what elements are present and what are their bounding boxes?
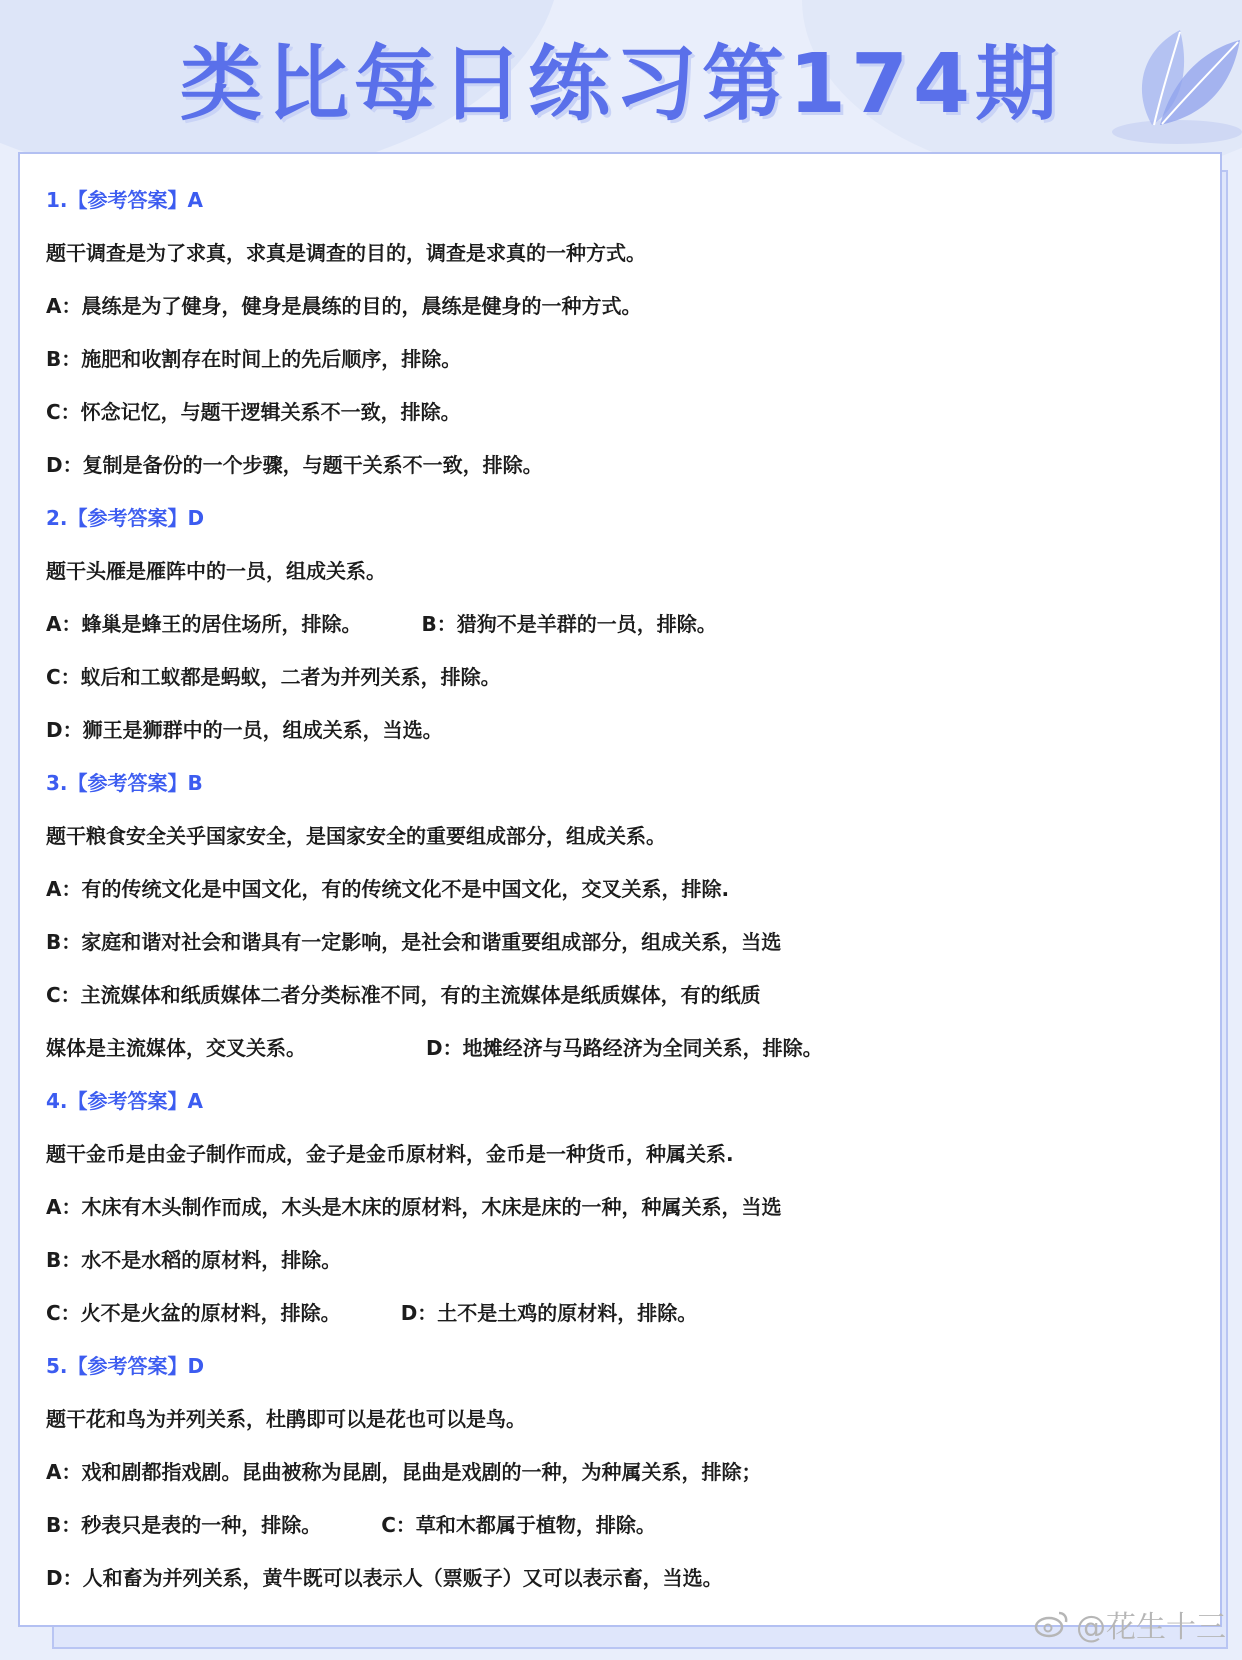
explanation-line	[46, 439, 1226, 492]
weibo-icon	[1034, 1609, 1070, 1639]
explanation-text: A：木床有木头制作而成，木头是木床的原材料，木床是床的一种，种属关系，当选	[46, 1195, 782, 1219]
explanation-text: C：蚁后和工蚁都是蚂蚁，二者为并列关系，排除。	[46, 665, 501, 689]
answer-heading: 5.【参考答案】D	[46, 1354, 205, 1378]
explanation-text: 题干粮食安全关乎国家安全，是国家安全的重要组成部分，组成关系。	[46, 824, 666, 848]
explanation-line	[46, 1499, 1226, 1552]
explanation-text: A：戏和剧都指戏剧。昆曲被称为昆剧，昆曲是戏剧的一种，为种属关系，排除；	[46, 1460, 762, 1484]
explanation-line	[46, 1181, 1226, 1234]
explanation-text: 题干头雁是雁阵中的一员，组成关系。	[46, 559, 386, 583]
explanation-line	[46, 1022, 1226, 1075]
explanation-text: C：火不是火盆的原材料，排除。	[46, 1301, 341, 1325]
explanation-line	[46, 1287, 1226, 1340]
explanation-text: A：晨练是为了健身，健身是晨练的目的，晨练是健身的一种方式。	[46, 294, 642, 318]
page-title: 类比每日练习第174期	[179, 37, 1063, 132]
explanation-line	[46, 1393, 1226, 1446]
explanation-line	[46, 333, 1226, 386]
explanation-text: 媒体是主流媒体，交叉关系。	[46, 1036, 306, 1060]
explanation-text: D：复制是备份的一个步骤，与题干关系不一致，排除。	[46, 453, 543, 477]
watermark-text: @花生十三	[1076, 1610, 1226, 1645]
explanation-line	[46, 1234, 1226, 1287]
answer-card	[18, 152, 1222, 1627]
answer-heading: 1.【参考答案】A	[46, 188, 203, 212]
explanation-line	[46, 545, 1226, 598]
explanation-line	[46, 651, 1226, 704]
explanation-text: B：水不是水稻的原材料，排除。	[46, 1248, 342, 1272]
watermark	[1034, 1602, 1226, 1646]
explanation-text: 题干金币是由金子制作而成，金子是金币原材料，金币是一种货币，种属关系.	[46, 1142, 734, 1166]
explanation-line	[46, 969, 1226, 1022]
explanation-option-text: D：土不是土鸡的原材料，排除。	[400, 1301, 698, 1325]
explanation-option-text: B：猎狗不是羊群的一员，排除。	[421, 612, 717, 636]
explanation-line	[46, 386, 1226, 439]
explanation-line	[46, 810, 1226, 863]
explanation-text: 题干调查是为了求真，求真是调查的目的，调查是求真的一种方式。	[46, 241, 646, 265]
answer-heading: 4.【参考答案】A	[46, 1089, 203, 1113]
explanation-text: B：秒表只是表的一种，排除。	[46, 1513, 322, 1537]
explanation-option-text: C：草和木都属于植物，排除。	[381, 1513, 656, 1537]
explanation-line	[46, 916, 1226, 969]
explanation-text: D：狮王是狮群中的一员，组成关系，当选。	[46, 718, 443, 742]
explanation-text: C：主流媒体和纸质媒体二者分类标准不同，有的主流媒体是纸质媒体，有的纸质	[46, 983, 761, 1007]
explanation-text: 题干花和鸟为并列关系，杜鹃即可以是花也可以是鸟。	[46, 1407, 526, 1431]
explanation-text: A：有的传统文化是中国文化，有的传统文化不是中国文化，交叉关系，排除.	[46, 877, 730, 901]
explanation-line	[46, 1128, 1226, 1181]
explanation-line	[46, 1446, 1226, 1499]
explanation-text: C：怀念记忆，与题干逻辑关系不一致，排除。	[46, 400, 461, 424]
explanation-line	[46, 280, 1226, 333]
explanation-line	[46, 863, 1226, 916]
answer-heading: 2.【参考答案】D	[46, 506, 205, 530]
explanation-line	[46, 598, 1226, 651]
explanation-option-text: D：地摊经济与马路经济为全同关系，排除。	[426, 1036, 823, 1060]
explanation-line	[46, 1552, 1226, 1605]
explanation-text: A：蜂巢是蜂王的居住场所，排除。	[46, 612, 362, 636]
explanation-text: B：施肥和收割存在时间上的先后顺序，排除。	[46, 347, 462, 371]
answer-heading: 3.【参考答案】B	[46, 771, 203, 795]
answer-list	[46, 174, 1226, 1605]
explanation-text: B：家庭和谐对社会和谐具有一定影响，是社会和谐重要组成部分，组成关系，当选	[46, 930, 782, 954]
explanation-line	[46, 704, 1226, 757]
explanation-line	[46, 227, 1226, 280]
explanation-text: D：人和畜为并列关系，黄牛既可以表示人（票贩子）又可以表示畜，当选。	[46, 1566, 723, 1590]
